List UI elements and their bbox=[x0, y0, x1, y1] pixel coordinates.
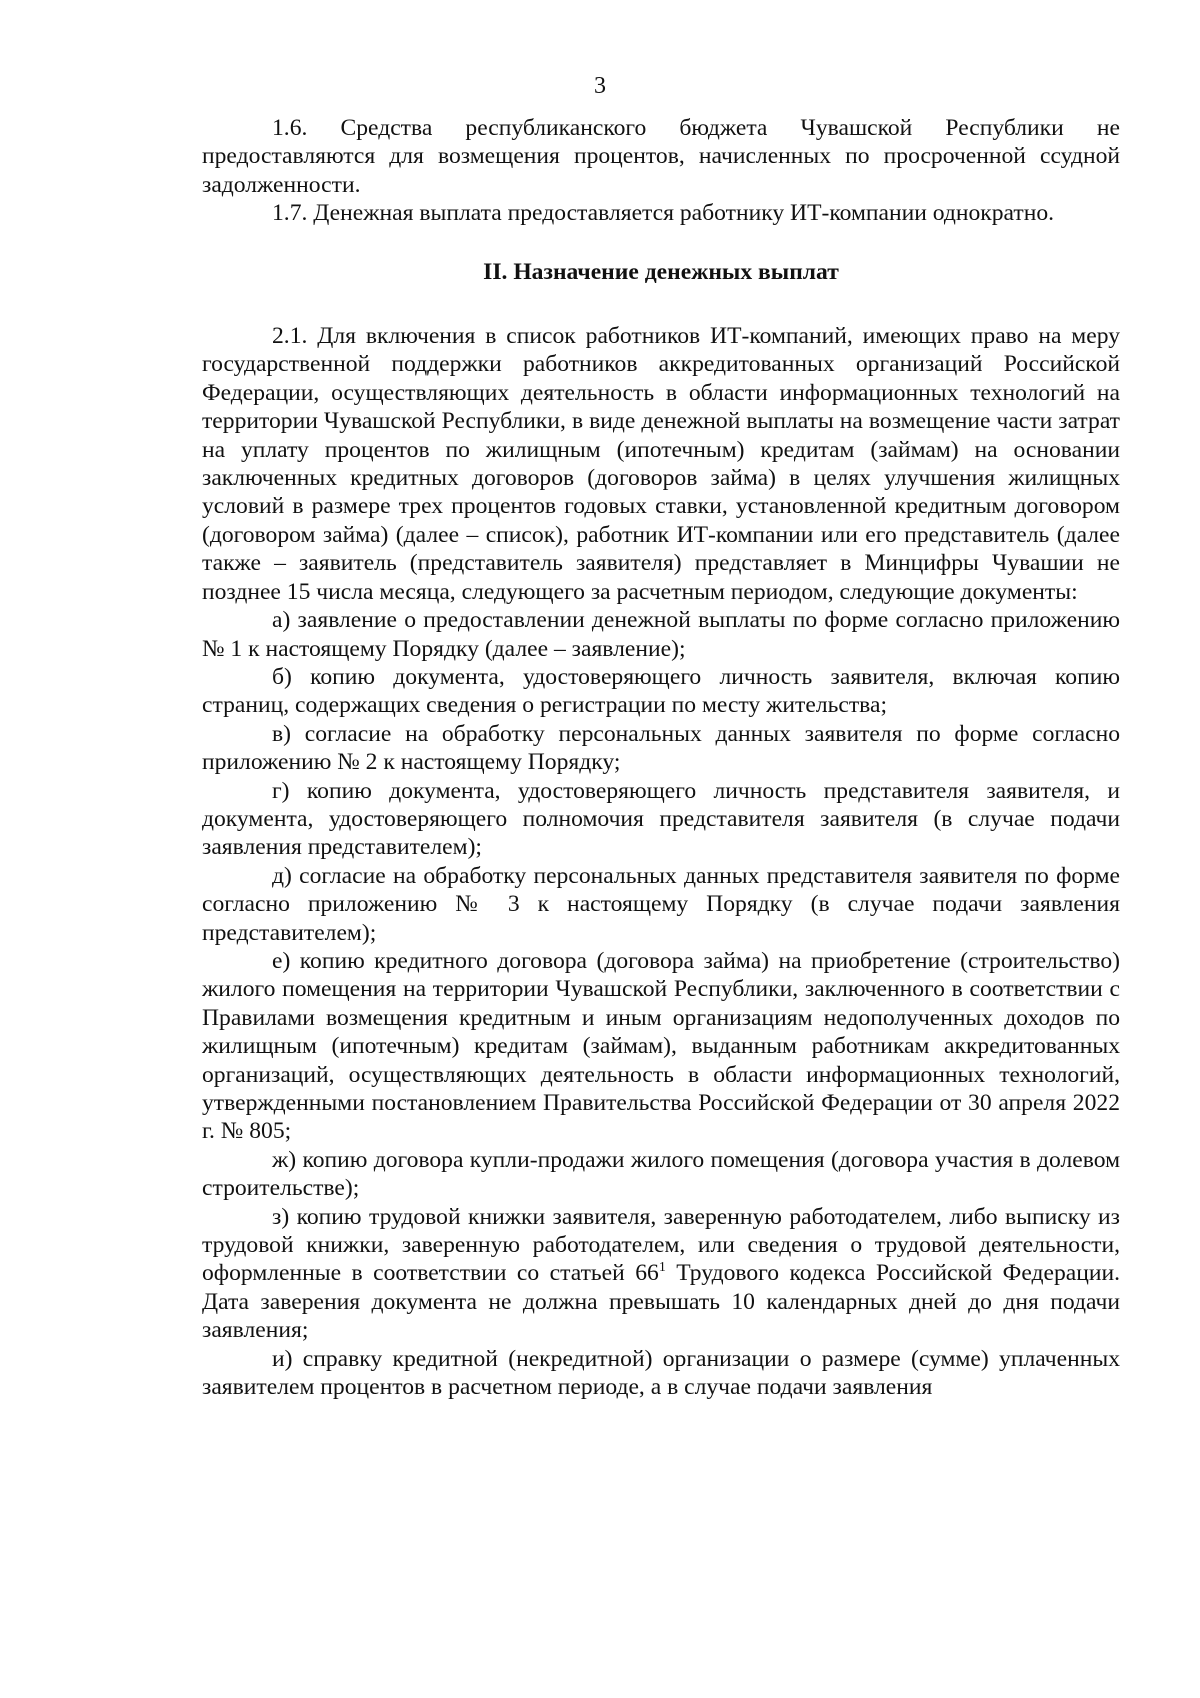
page-number: 3 bbox=[594, 73, 606, 99]
list-item-i: и) справку кредитной (некредитной) организации о размере (сумме) уплаченных заявителем процентов в расчетном периоде, а в случае подачи заявления bbox=[202, 1345, 1120, 1401]
document-body bbox=[202, 114, 1120, 1401]
section-heading: II. Назначение денежных выплат bbox=[483, 258, 839, 285]
list-item-g: г) копию документа, удостоверяющего личность представителя заявителя, и документа, удостоверяющего полномочия представителя заявителя (в случае подачи заявления представителем); bbox=[202, 777, 1120, 861]
list-item-z-text-end: Трудового кодекса Российской Федерации. Дата заверения документа не должна превышать 10 календарных дней до дня подачи заявления; bbox=[202, 1260, 1120, 1344]
paragraph-1-6: 1.6. Средства республиканского бюджета Чувашской Республики не предоставляются для возмещения процентов, начисленных по просроченной ссудной задолженности. bbox=[202, 115, 1120, 198]
list-item-z-text-start: з) копию трудовой книжки заявителя, заверенную работодателем, либо выписку из трудовой книжки, заверенную работодателем, или сведения о трудовой деятельности, оформленные в соответствии со статьей 66 bbox=[202, 1203, 1120, 1287]
list-item-a: а) заявление о предоставлении денежной выплаты по форме согласно приложению № 1 к настоящему Порядку (далее – заявление); bbox=[202, 607, 1120, 662]
list-item-e: е) копию кредитного договора (договора займа) на приобретение (строительство) жилого помещения на территории Чувашской Республики, заключенного в соответствии с Правилами возмещения кредитным и иным организациям недополученных доходов по жилищным (ипотечным) кредитам (займам), выданным работникам аккредитованных организаций, осуществляющих деятельность в области информационных технологий, утвержденными постановлением Правительства Российской Федерации от 30 апреля 2022 г. № 805; bbox=[202, 947, 1120, 1145]
list-item-z bbox=[202, 1203, 1120, 1345]
article-superscript: 1 bbox=[658, 1260, 666, 1276]
list-item-b: б) копию документа, удостоверяющего личность заявителя, включая копию страниц, содержащих сведения о регистрации по месту жительства; bbox=[202, 663, 1120, 719]
list-item-d: д) согласие на обработку персональных данных представителя заявителя по форме согласно приложению № 3 к настоящему Порядку (в случае подачи заявления представителем); bbox=[202, 862, 1120, 946]
paragraph-2-1: 2.1. Для включения в список работников ИТ-компаний, имеющих право на меру государственной поддержки работников аккредитованных организаций Российской Федерации, осуществляющих деятельность в области информационных технологий на территории Чувашской Республики, в виде денежной выплаты на возмещение части затрат на уплату процентов по жилищным (ипотечным) кредитам (займам) на основании заключенных кредитных договоров (договоров займа) в целях улучшения жилищных условий в размере трех процентов годовых ставки, установленной кредитным договором (договором займа) (далее – список), работник ИТ-компании или его представитель (далее также – заявитель (представитель заявителя) представляет в Минцифры Чувашии не позднее 15 числа месяца, следующего за расчетным периодом, следующие документы: bbox=[202, 323, 1120, 605]
list-item-v: в) согласие на обработку персональных данных заявителя по форме согласно приложению № 2 к настоящему Порядку; bbox=[202, 720, 1120, 776]
paragraph-1-7: 1.7. Денежная выплата предоставляется работнику ИТ-компании однократно. bbox=[272, 200, 1055, 227]
list-item-zh: ж) копию договора купли-продажи жилого помещения (договора участия в долевом строительстве); bbox=[202, 1146, 1120, 1202]
